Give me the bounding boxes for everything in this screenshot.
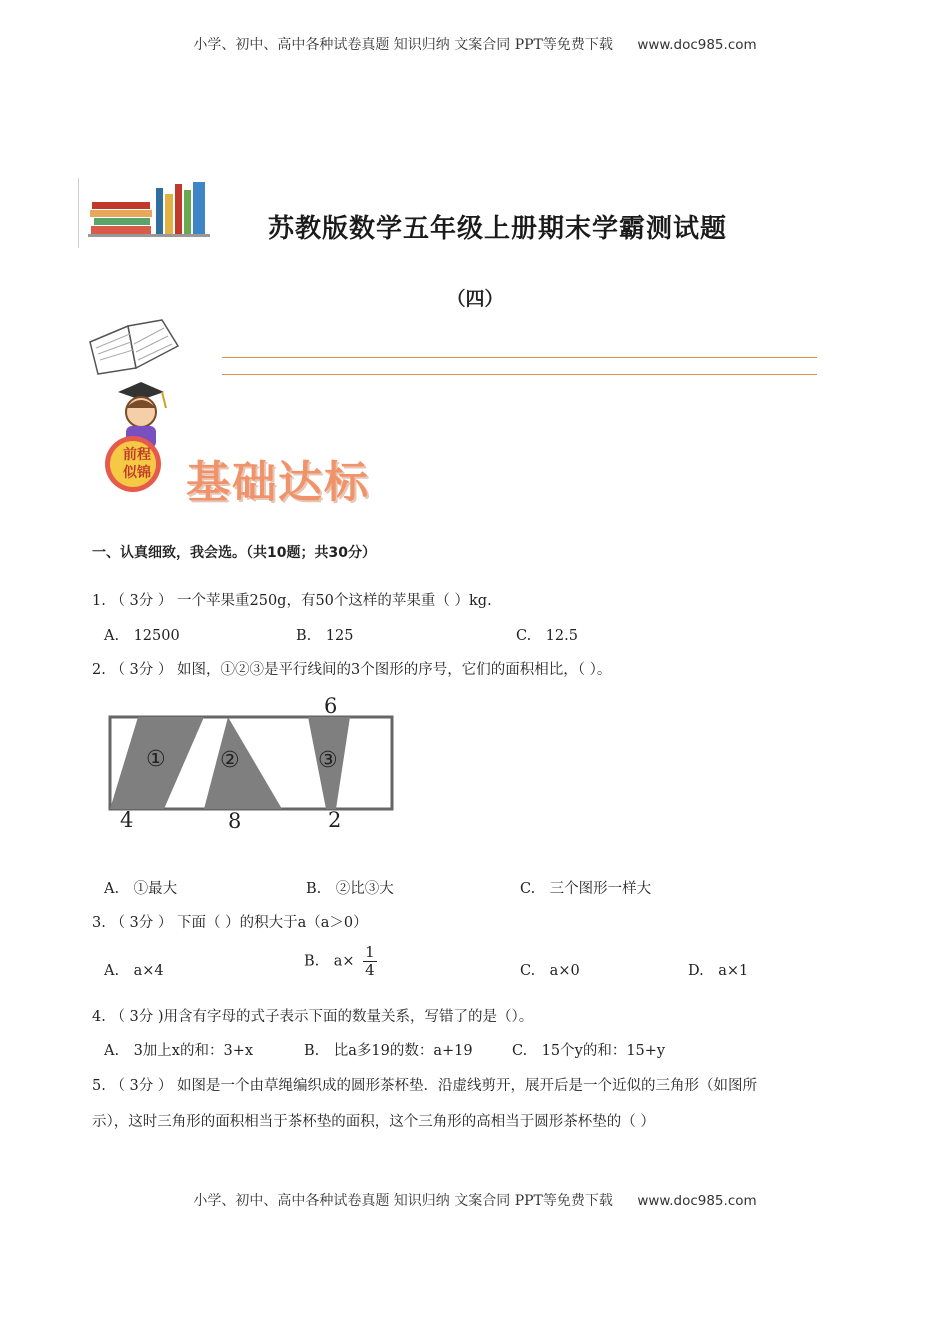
question-3: 3. （ 3分 ） 下面（ ）的积大于a（a＞0）	[92, 915, 368, 931]
figure-label-3: ③	[318, 748, 338, 773]
figure-bottom-length-1: 4	[120, 808, 134, 832]
figure-bottom-length-3: 2	[328, 808, 342, 832]
q3-option-c: C. a×0	[520, 963, 580, 979]
footer-site-link[interactable]: www.doc985.com	[637, 1193, 757, 1209]
question-5-line-2: 示），这时三角形的面积相当于茶杯垫的面积，这个三角形的高相当于圆形茶杯垫的（ ）	[92, 1114, 655, 1130]
q2-option-b: B. ②比③大	[306, 881, 394, 897]
figure-top-length: 6	[324, 694, 338, 718]
question-4: 4. （ 3分 )用含有字母的式子表示下面的数量关系，写错了的是（）。	[92, 1009, 534, 1025]
figure-bottom-length-2: 8	[228, 809, 242, 833]
q2-option-c: C. 三个图形一样大	[520, 881, 652, 897]
badge-text-bottom: 似锦	[123, 465, 151, 481]
q1-option-c: C. 12.5	[516, 628, 578, 644]
q4-option-c: C. 15个y的和：15+y	[512, 1043, 666, 1059]
question-2: 2. （ 3分 ） 如图，①②③是平行线间的3个图形的序号，它们的面积相比，（ ）。	[92, 662, 612, 678]
rule-line-bottom	[222, 374, 817, 375]
parallel-figures-diagram	[104, 692, 404, 834]
header-site-link[interactable]: www.doc985.com	[637, 37, 757, 53]
page-header	[0, 34, 950, 54]
badge-text-top: 前程	[123, 447, 151, 463]
page-title: 苏教版数学五年级上册期末学霸测试题	[267, 214, 727, 244]
q3-option-d: D. a×1	[688, 963, 749, 979]
question-1: 1. （ 3分 ） 一个苹果重250g，有50个这样的苹果重（ ）kg.	[92, 593, 492, 609]
q4-option-b: B. 比a多19的数：a+19	[304, 1043, 473, 1059]
fraction-denominator: 4	[365, 961, 375, 979]
q2-option-a: A. ①最大	[104, 881, 178, 897]
header-text: 小学、初中、高中各种试卷真题 知识归纳 文案合同 PPT等免费下载	[193, 37, 613, 53]
footer-text: 小学、初中、高中各种试卷真题 知识归纳 文案合同 PPT等免费下载	[193, 1193, 613, 1209]
figure-label-1: ①	[146, 747, 166, 772]
q3-option-a: A. a×4	[104, 963, 164, 979]
q1-option-b: B. 125	[296, 628, 354, 644]
figure-label-2: ②	[220, 748, 240, 773]
q4-option-a: A. 3加上x的和：3+x	[104, 1043, 254, 1059]
page-footer	[0, 1190, 950, 1210]
q3-option-b-label: B. a×	[304, 953, 355, 970]
rule-line-top	[222, 357, 817, 358]
fraction-one-quarter	[363, 944, 377, 979]
fraction-numerator: 1	[365, 943, 375, 961]
open-book-icon	[84, 312, 184, 378]
banner-badge	[117, 446, 157, 482]
section-heading: 一、认真细致，我会选。（共10题；共30分）	[92, 545, 376, 561]
page-subtitle: （四）	[446, 288, 504, 310]
q3-option-b	[304, 944, 377, 979]
question-5-line-1: 5. （ 3分 ） 如图是一个由草绳编织成的圆形茶杯垫．沿虚线剪开，展开后是一个近似的三角形（如图所	[92, 1078, 757, 1094]
banner-title: 基础达标	[186, 457, 370, 508]
q1-option-a: A. 12500	[104, 628, 180, 644]
